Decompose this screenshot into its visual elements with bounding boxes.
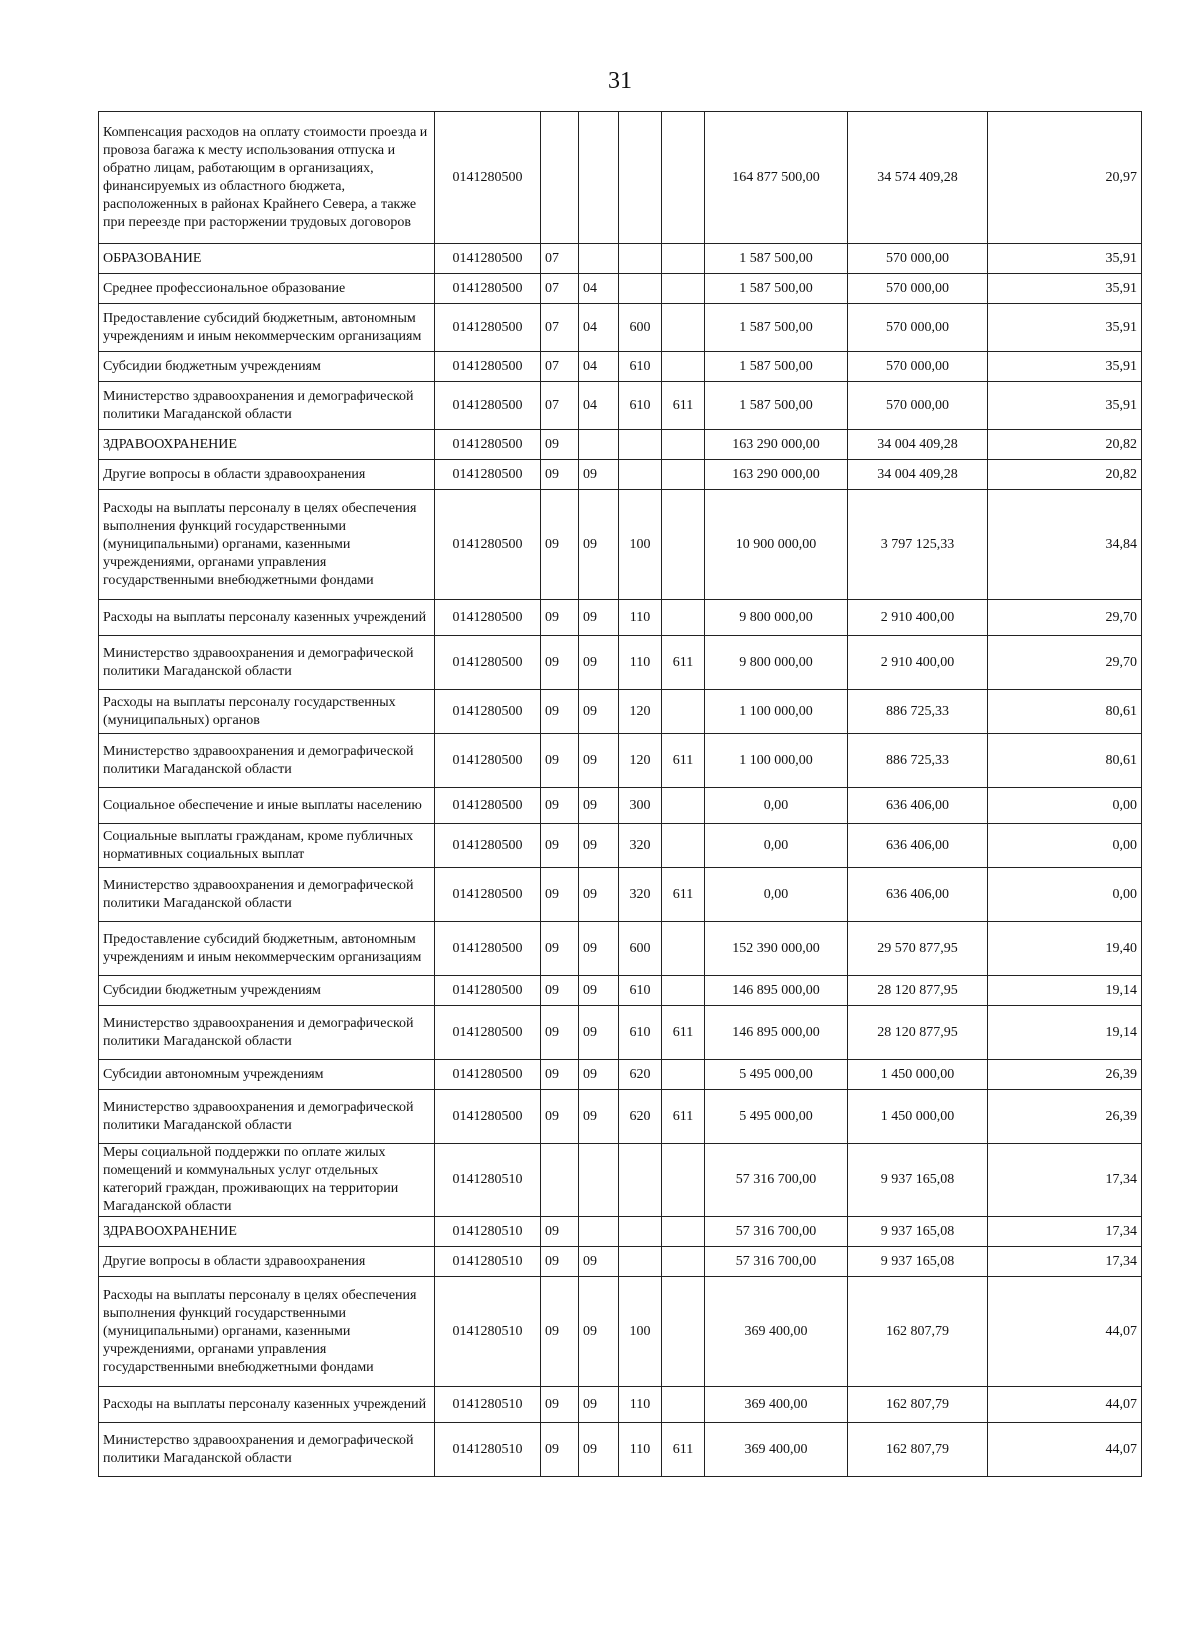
row-code: 0141280500	[435, 788, 541, 824]
table-row	[99, 868, 1142, 922]
row-expense-type: 610	[619, 382, 662, 430]
row-plan: 5 495 000,00	[705, 1060, 848, 1090]
row-percent: 44,07	[988, 1387, 1142, 1423]
row-fact: 886 725,33	[848, 734, 988, 788]
row-plan: 57 316 700,00	[705, 1217, 848, 1247]
table-row	[99, 1144, 1142, 1217]
row-percent: 0,00	[988, 824, 1142, 868]
row-plan: 146 895 000,00	[705, 1006, 848, 1060]
row-percent: 80,61	[988, 734, 1142, 788]
row-plan: 1 587 500,00	[705, 382, 848, 430]
row-plan: 1 587 500,00	[705, 352, 848, 382]
table-row	[99, 490, 1142, 600]
row-fact: 162 807,79	[848, 1277, 988, 1387]
row-plan: 163 290 000,00	[705, 430, 848, 460]
table-row	[99, 600, 1142, 636]
row-kosgu	[662, 1277, 705, 1387]
row-fact: 886 725,33	[848, 690, 988, 734]
row-expense-type: 320	[619, 824, 662, 868]
row-kosgu: 611	[662, 382, 705, 430]
table-row	[99, 1217, 1142, 1247]
row-fact: 1 450 000,00	[848, 1060, 988, 1090]
row-subsection: 09	[579, 690, 619, 734]
row-kosgu	[662, 1060, 705, 1090]
row-percent: 35,91	[988, 304, 1142, 352]
row-kosgu	[662, 430, 705, 460]
row-kosgu	[662, 460, 705, 490]
row-expense-type: 100	[619, 490, 662, 600]
row-kosgu	[662, 600, 705, 636]
row-code: 0141280510	[435, 1144, 541, 1217]
row-fact: 570 000,00	[848, 382, 988, 430]
row-plan: 9 800 000,00	[705, 600, 848, 636]
row-code: 0141280500	[435, 1060, 541, 1090]
row-code: 0141280510	[435, 1217, 541, 1247]
row-kosgu	[662, 824, 705, 868]
row-fact: 570 000,00	[848, 274, 988, 304]
row-percent: 0,00	[988, 788, 1142, 824]
table-row	[99, 690, 1142, 734]
row-expense-type	[619, 112, 662, 244]
row-code: 0141280510	[435, 1247, 541, 1277]
row-code: 0141280500	[435, 382, 541, 430]
row-expense-type: 110	[619, 600, 662, 636]
row-fact: 9 937 165,08	[848, 1247, 988, 1277]
row-code: 0141280500	[435, 636, 541, 690]
row-plan: 0,00	[705, 824, 848, 868]
row-subsection	[579, 112, 619, 244]
row-name: Министерство здравоохранения и демографической политики Магаданской области	[99, 1090, 435, 1144]
row-section: 09	[541, 1247, 579, 1277]
row-expense-type: 300	[619, 788, 662, 824]
row-code: 0141280500	[435, 1006, 541, 1060]
row-code: 0141280510	[435, 1277, 541, 1387]
table-row	[99, 352, 1142, 382]
row-section	[541, 1144, 579, 1217]
table-row	[99, 304, 1142, 352]
row-fact: 636 406,00	[848, 824, 988, 868]
row-percent: 35,91	[988, 352, 1142, 382]
row-fact: 570 000,00	[848, 352, 988, 382]
row-subsection	[579, 244, 619, 274]
table-row	[99, 1060, 1142, 1090]
row-subsection: 09	[579, 1387, 619, 1423]
row-percent: 19,40	[988, 922, 1142, 976]
row-name: Меры социальной поддержки по оплате жилых помещений и коммунальных услуг отдельных категорий граждан, проживающих на территории Магаданской области	[99, 1144, 435, 1217]
row-expense-type: 610	[619, 976, 662, 1006]
row-percent: 26,39	[988, 1060, 1142, 1090]
row-plan: 1 100 000,00	[705, 734, 848, 788]
row-kosgu	[662, 1217, 705, 1247]
row-name: Министерство здравоохранения и демографической политики Магаданской области	[99, 636, 435, 690]
row-percent: 35,91	[988, 244, 1142, 274]
row-name: Субсидии автономным учреждениям	[99, 1060, 435, 1090]
table-row	[99, 430, 1142, 460]
row-kosgu	[662, 1247, 705, 1277]
row-name: Министерство здравоохранения и демографической политики Магаданской области	[99, 734, 435, 788]
row-subsection	[579, 1217, 619, 1247]
row-fact: 636 406,00	[848, 788, 988, 824]
row-expense-type: 320	[619, 868, 662, 922]
row-subsection: 09	[579, 460, 619, 490]
row-fact: 570 000,00	[848, 244, 988, 274]
row-kosgu	[662, 274, 705, 304]
row-percent: 35,91	[988, 382, 1142, 430]
row-name: Расходы на выплаты персоналу казенных учреждений	[99, 1387, 435, 1423]
row-fact: 1 450 000,00	[848, 1090, 988, 1144]
row-kosgu	[662, 244, 705, 274]
row-name: Компенсация расходов на оплату стоимости проезда и провоза багажа к месту использования отпуска и обратно лицам, работающим в организациях, финансируемых из областного бюджета, расположенных в районах Крайнего Севера, а также при переезде при расторжении трудовых договоров	[99, 112, 435, 244]
row-expense-type: 100	[619, 1277, 662, 1387]
row-kosgu	[662, 352, 705, 382]
row-subsection: 09	[579, 1423, 619, 1477]
table-row	[99, 1277, 1142, 1387]
row-expense-type: 620	[619, 1090, 662, 1144]
row-plan: 1 587 500,00	[705, 244, 848, 274]
row-code: 0141280500	[435, 304, 541, 352]
table-row	[99, 976, 1142, 1006]
row-plan: 1 587 500,00	[705, 274, 848, 304]
row-subsection: 09	[579, 788, 619, 824]
row-code: 0141280500	[435, 600, 541, 636]
row-name: Предоставление субсидий бюджетным, автономным учреждениям и иным некоммерческим организациям	[99, 922, 435, 976]
row-subsection: 09	[579, 1090, 619, 1144]
table-row	[99, 1006, 1142, 1060]
row-section: 09	[541, 976, 579, 1006]
row-subsection: 09	[579, 976, 619, 1006]
row-kosgu	[662, 112, 705, 244]
row-expense-type: 120	[619, 734, 662, 788]
row-percent: 20,82	[988, 430, 1142, 460]
row-section: 09	[541, 430, 579, 460]
row-code: 0141280500	[435, 824, 541, 868]
row-expense-type	[619, 1247, 662, 1277]
row-subsection: 09	[579, 490, 619, 600]
row-expense-type	[619, 430, 662, 460]
table-row	[99, 734, 1142, 788]
row-name: Расходы на выплаты персоналу государственных (муниципальных) органов	[99, 690, 435, 734]
row-fact: 2 910 400,00	[848, 600, 988, 636]
row-plan: 146 895 000,00	[705, 976, 848, 1006]
row-section: 09	[541, 636, 579, 690]
row-kosgu	[662, 1387, 705, 1423]
row-section: 09	[541, 1423, 579, 1477]
table-row	[99, 788, 1142, 824]
table-row	[99, 112, 1142, 244]
row-name: Другие вопросы в области здравоохранения	[99, 460, 435, 490]
row-expense-type	[619, 1144, 662, 1217]
row-percent: 80,61	[988, 690, 1142, 734]
row-section: 09	[541, 1090, 579, 1144]
table-row	[99, 274, 1142, 304]
row-section: 09	[541, 1006, 579, 1060]
table-row	[99, 460, 1142, 490]
row-name: Предоставление субсидий бюджетным, автономным учреждениям и иным некоммерческим организациям	[99, 304, 435, 352]
table-row	[99, 1387, 1142, 1423]
row-name: Расходы на выплаты персоналу казенных учреждений	[99, 600, 435, 636]
row-section: 09	[541, 1387, 579, 1423]
row-code: 0141280500	[435, 1090, 541, 1144]
row-code: 0141280500	[435, 352, 541, 382]
row-kosgu: 611	[662, 868, 705, 922]
row-fact: 2 910 400,00	[848, 636, 988, 690]
row-expense-type	[619, 274, 662, 304]
row-fact: 34 004 409,28	[848, 460, 988, 490]
table-row	[99, 636, 1142, 690]
table-body	[99, 112, 1142, 1477]
row-section: 09	[541, 824, 579, 868]
row-section: 09	[541, 1060, 579, 1090]
row-name: Среднее профессиональное образование	[99, 274, 435, 304]
row-fact: 570 000,00	[848, 304, 988, 352]
row-code: 0141280500	[435, 690, 541, 734]
row-section: 09	[541, 1217, 579, 1247]
row-plan: 5 495 000,00	[705, 1090, 848, 1144]
row-plan: 57 316 700,00	[705, 1144, 848, 1217]
row-percent: 26,39	[988, 1090, 1142, 1144]
row-subsection: 09	[579, 1060, 619, 1090]
row-section: 07	[541, 382, 579, 430]
row-plan: 152 390 000,00	[705, 922, 848, 976]
row-section: 09	[541, 1277, 579, 1387]
row-percent: 0,00	[988, 868, 1142, 922]
row-expense-type	[619, 244, 662, 274]
row-section: 07	[541, 274, 579, 304]
row-expense-type: 110	[619, 636, 662, 690]
table-row	[99, 824, 1142, 868]
row-kosgu	[662, 922, 705, 976]
row-subsection: 09	[579, 636, 619, 690]
row-kosgu	[662, 788, 705, 824]
row-code: 0141280500	[435, 922, 541, 976]
row-name: Министерство здравоохранения и демографической политики Магаданской области	[99, 868, 435, 922]
row-kosgu	[662, 976, 705, 1006]
row-percent: 29,70	[988, 636, 1142, 690]
row-fact: 28 120 877,95	[848, 976, 988, 1006]
row-kosgu	[662, 490, 705, 600]
row-name: ОБРАЗОВАНИЕ	[99, 244, 435, 274]
row-subsection: 09	[579, 868, 619, 922]
row-kosgu	[662, 1144, 705, 1217]
row-subsection: 09	[579, 734, 619, 788]
row-name: Расходы на выплаты персоналу в целях обеспечения выполнения функций государственными (муниципальными) органами, казенными учреждениями, органами управления государственными внебюджетными фондами	[99, 490, 435, 600]
row-expense-type	[619, 460, 662, 490]
row-section	[541, 112, 579, 244]
row-subsection: 09	[579, 824, 619, 868]
row-name: Субсидии бюджетным учреждениям	[99, 976, 435, 1006]
row-name: Министерство здравоохранения и демографической политики Магаданской области	[99, 1006, 435, 1060]
row-name: Социальное обеспечение и иные выплаты населению	[99, 788, 435, 824]
row-fact: 28 120 877,95	[848, 1006, 988, 1060]
row-subsection: 09	[579, 1006, 619, 1060]
row-code: 0141280500	[435, 430, 541, 460]
row-name: Министерство здравоохранения и демографической политики Магаданской области	[99, 382, 435, 430]
row-subsection: 09	[579, 1247, 619, 1277]
row-section: 09	[541, 788, 579, 824]
row-plan: 0,00	[705, 868, 848, 922]
row-percent: 20,97	[988, 112, 1142, 244]
row-fact: 162 807,79	[848, 1387, 988, 1423]
row-code: 0141280500	[435, 460, 541, 490]
row-plan: 9 800 000,00	[705, 636, 848, 690]
row-percent: 17,34	[988, 1247, 1142, 1277]
row-plan: 10 900 000,00	[705, 490, 848, 600]
row-fact: 3 797 125,33	[848, 490, 988, 600]
row-name: Министерство здравоохранения и демографической политики Магаданской области	[99, 1423, 435, 1477]
row-plan: 1 587 500,00	[705, 304, 848, 352]
row-fact: 9 937 165,08	[848, 1144, 988, 1217]
table-row	[99, 382, 1142, 430]
row-percent: 19,14	[988, 976, 1142, 1006]
row-name: Другие вопросы в области здравоохранения	[99, 1247, 435, 1277]
row-section: 07	[541, 304, 579, 352]
row-percent: 20,82	[988, 460, 1142, 490]
row-fact: 34 574 409,28	[848, 112, 988, 244]
row-code: 0141280510	[435, 1423, 541, 1477]
row-fact: 162 807,79	[848, 1423, 988, 1477]
row-percent: 44,07	[988, 1423, 1142, 1477]
row-kosgu: 611	[662, 1423, 705, 1477]
row-name: ЗДРАВООХРАНЕНИЕ	[99, 430, 435, 460]
row-expense-type: 110	[619, 1387, 662, 1423]
row-kosgu	[662, 690, 705, 734]
row-expense-type: 610	[619, 1006, 662, 1060]
row-plan: 1 100 000,00	[705, 690, 848, 734]
page-number: 31	[608, 68, 632, 94]
row-subsection: 04	[579, 352, 619, 382]
table-row	[99, 1090, 1142, 1144]
row-expense-type: 600	[619, 304, 662, 352]
table-row	[99, 922, 1142, 976]
row-expense-type	[619, 1217, 662, 1247]
row-subsection: 04	[579, 274, 619, 304]
row-subsection: 04	[579, 382, 619, 430]
row-plan: 0,00	[705, 788, 848, 824]
row-percent: 17,34	[988, 1144, 1142, 1217]
row-subsection: 09	[579, 1277, 619, 1387]
row-section: 09	[541, 690, 579, 734]
row-code: 0141280500	[435, 274, 541, 304]
row-subsection: 09	[579, 922, 619, 976]
row-percent: 44,07	[988, 1277, 1142, 1387]
row-name: ЗДРАВООХРАНЕНИЕ	[99, 1217, 435, 1247]
row-fact: 29 570 877,95	[848, 922, 988, 976]
row-section: 09	[541, 868, 579, 922]
row-expense-type: 620	[619, 1060, 662, 1090]
row-percent: 29,70	[988, 600, 1142, 636]
row-kosgu: 611	[662, 734, 705, 788]
row-kosgu	[662, 304, 705, 352]
table-row	[99, 244, 1142, 274]
row-name: Субсидии бюджетным учреждениям	[99, 352, 435, 382]
row-section: 07	[541, 244, 579, 274]
table-row	[99, 1423, 1142, 1477]
row-code: 0141280500	[435, 112, 541, 244]
row-code: 0141280500	[435, 490, 541, 600]
row-percent: 35,91	[988, 274, 1142, 304]
row-section: 09	[541, 490, 579, 600]
row-plan: 369 400,00	[705, 1387, 848, 1423]
row-percent: 19,14	[988, 1006, 1142, 1060]
row-section: 09	[541, 460, 579, 490]
row-kosgu: 611	[662, 636, 705, 690]
table-row	[99, 1247, 1142, 1277]
row-fact: 34 004 409,28	[848, 430, 988, 460]
row-plan: 369 400,00	[705, 1423, 848, 1477]
row-fact: 9 937 165,08	[848, 1217, 988, 1247]
row-section: 09	[541, 734, 579, 788]
row-plan: 369 400,00	[705, 1277, 848, 1387]
row-plan: 57 316 700,00	[705, 1247, 848, 1277]
row-code: 0141280500	[435, 976, 541, 1006]
row-section: 09	[541, 600, 579, 636]
row-expense-type: 110	[619, 1423, 662, 1477]
row-plan: 163 290 000,00	[705, 460, 848, 490]
row-subsection: 09	[579, 600, 619, 636]
row-subsection	[579, 1144, 619, 1217]
row-section: 07	[541, 352, 579, 382]
row-name: Социальные выплаты гражданам, кроме публичных нормативных социальных выплат	[99, 824, 435, 868]
row-subsection	[579, 430, 619, 460]
row-expense-type: 600	[619, 922, 662, 976]
row-name: Расходы на выплаты персоналу в целях обеспечения выполнения функций государственными (муниципальными) органами, казенными учреждениями, органами управления государственными внебюджетными фондами	[99, 1277, 435, 1387]
row-expense-type: 610	[619, 352, 662, 382]
row-kosgu: 611	[662, 1090, 705, 1144]
budget-table	[98, 111, 1142, 1477]
row-code: 0141280500	[435, 868, 541, 922]
row-section: 09	[541, 922, 579, 976]
row-code: 0141280500	[435, 244, 541, 274]
row-percent: 34,84	[988, 490, 1142, 600]
row-percent: 17,34	[988, 1217, 1142, 1247]
row-fact: 636 406,00	[848, 868, 988, 922]
row-code: 0141280510	[435, 1387, 541, 1423]
row-expense-type: 120	[619, 690, 662, 734]
row-subsection: 04	[579, 304, 619, 352]
row-plan: 164 877 500,00	[705, 112, 848, 244]
row-code: 0141280500	[435, 734, 541, 788]
row-kosgu: 611	[662, 1006, 705, 1060]
